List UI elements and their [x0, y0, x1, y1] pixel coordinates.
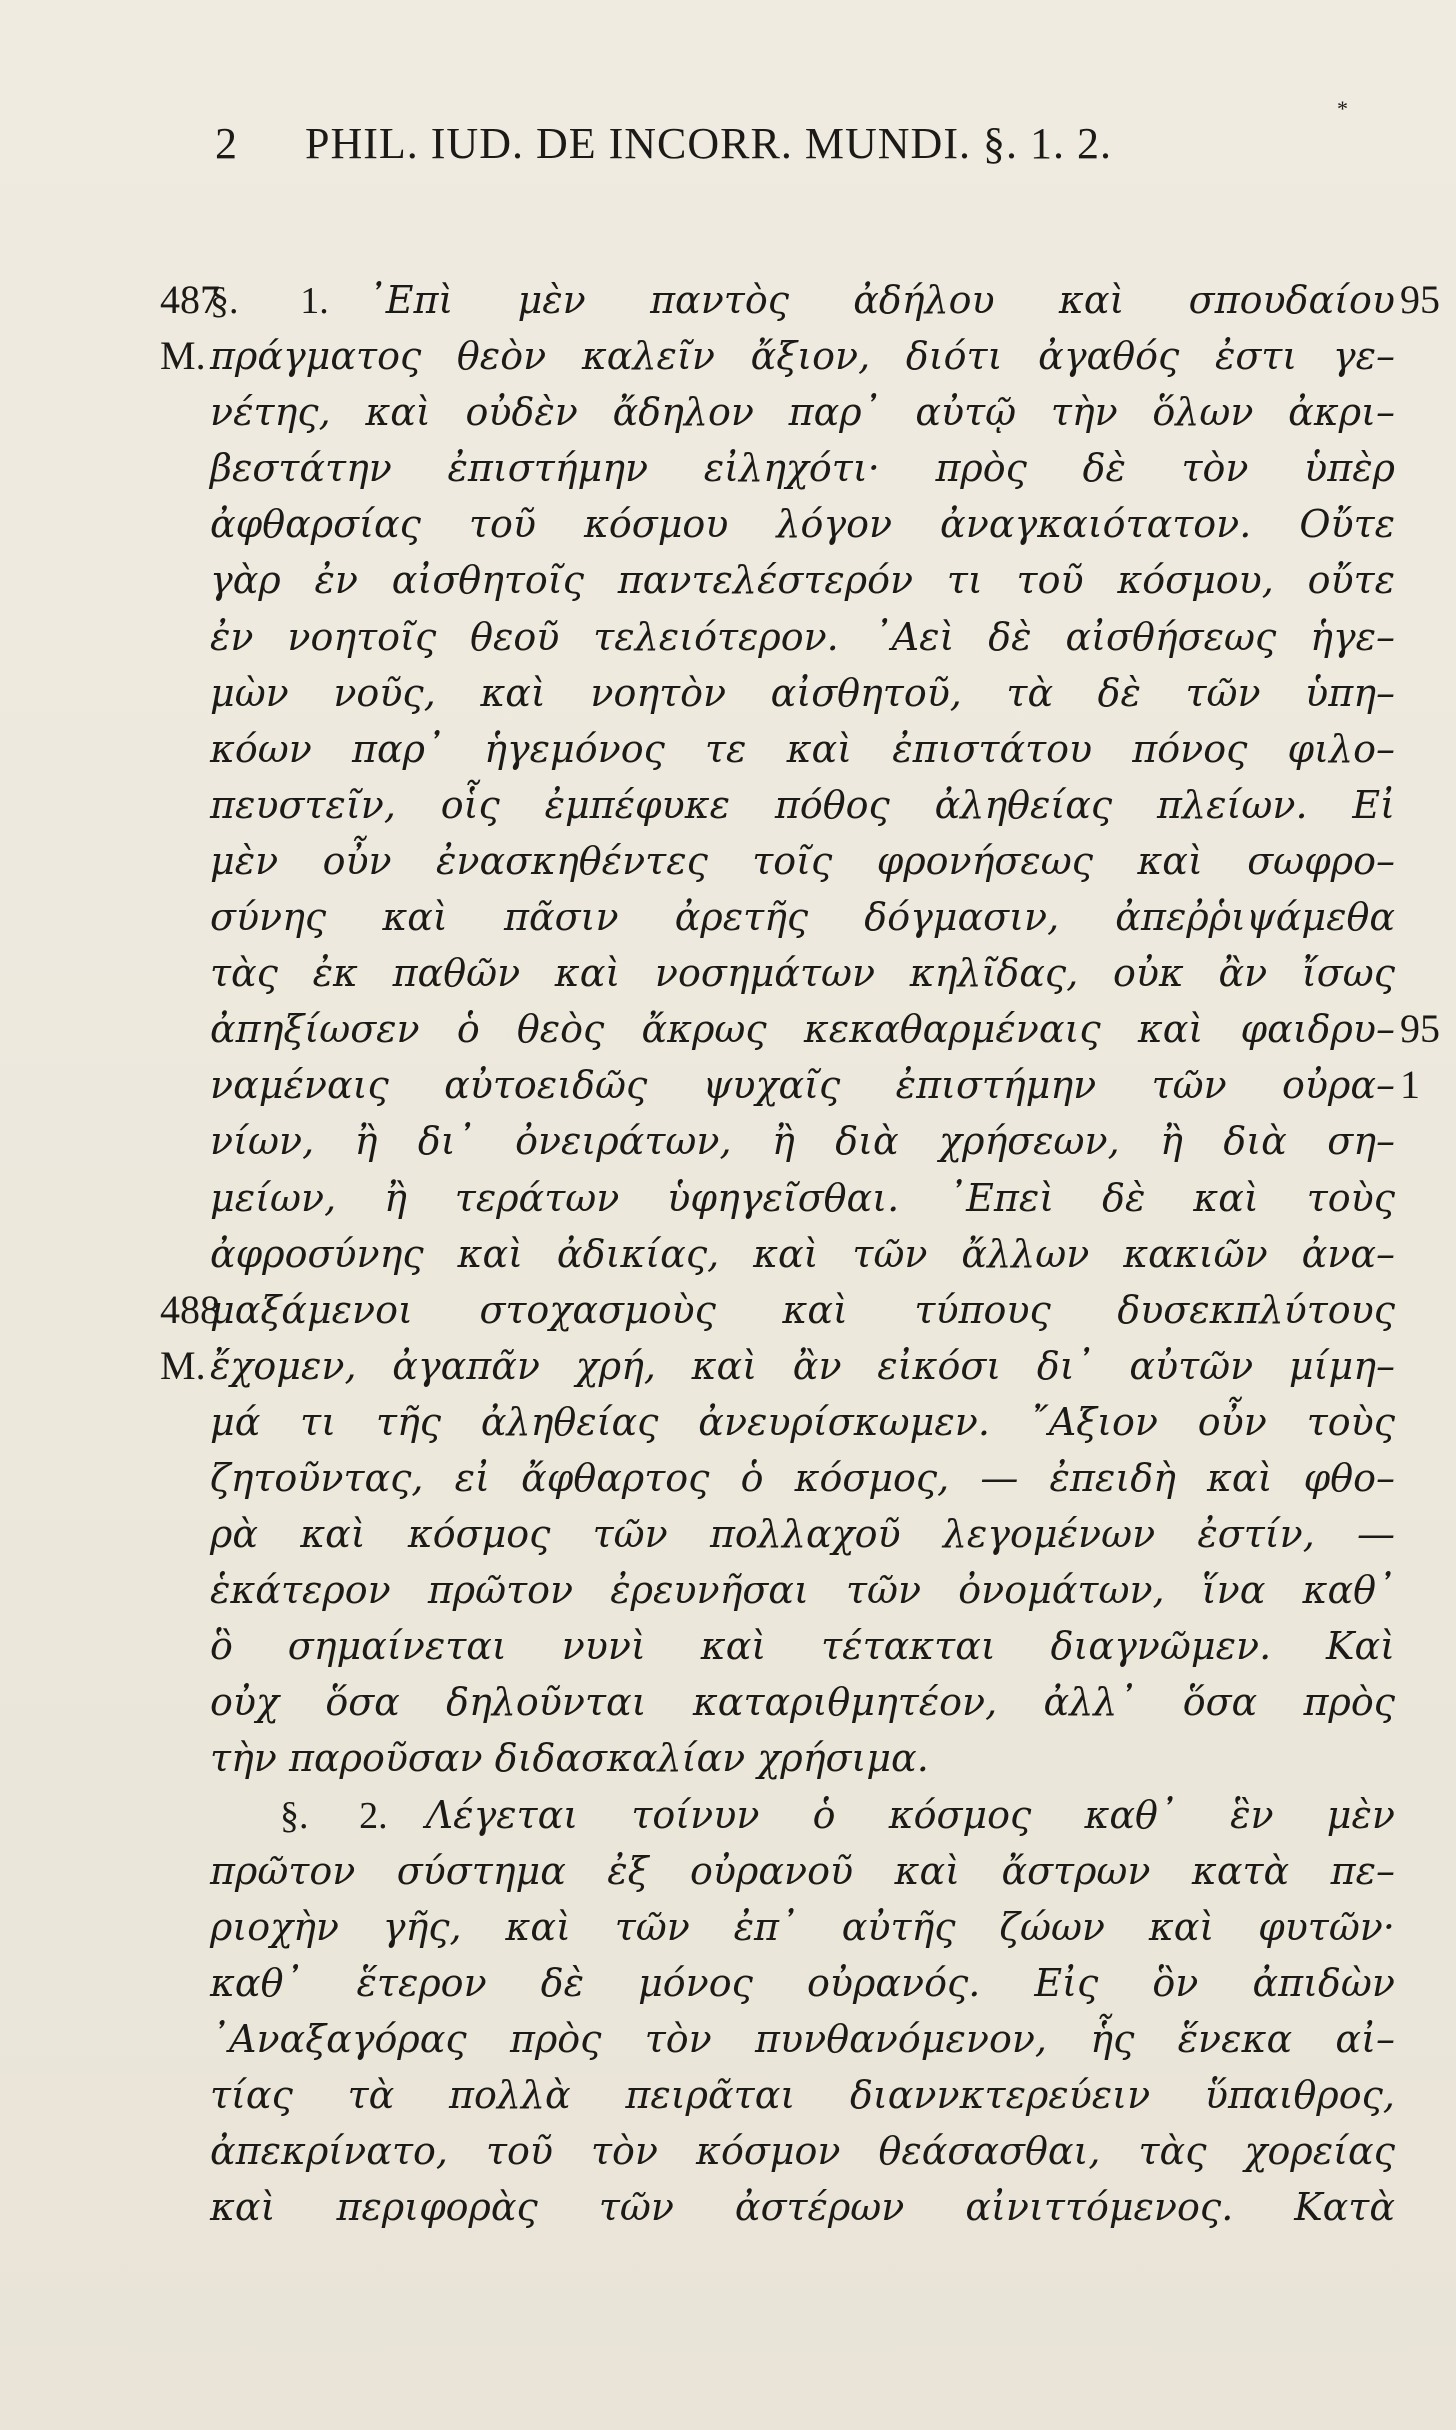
greek-text: καὶ περιφορὰς τῶν ἀστέρων αἰνιττόμενος. Κατὰ: [210, 2185, 1395, 2230]
greek-text: ἀφθαρσίας τοῦ κόσμου λόγον ἀναγκαιότατον. Οὔτε: [210, 502, 1395, 547]
greek-text: καθ᾿ ἕτερον δὲ μόνος οὐρανός. Εἰς ὃν ἀπιδὼν: [210, 1960, 1395, 2005]
greek-text: τὰς ἐκ παθῶν καὶ νοσημάτων κηλῖδας, οὐκ ἂν ἴσως: [210, 951, 1395, 996]
greek-text: ἔχομεν, ἀγαπᾶν χρή, καὶ ἂν εἰκόσι δι᾿ αὐτῶν μίμη–: [210, 1343, 1395, 1388]
margin-reference-left: 488: [160, 1286, 220, 1332]
line-text: [210, 777, 1395, 833]
line-text: [210, 833, 1395, 889]
text-line: [160, 1618, 1440, 1674]
line-text: [210, 1618, 1395, 1674]
text-line: [160, 1730, 1440, 1786]
margin-reference-right: 1: [1400, 1062, 1420, 1108]
page-number: 2: [215, 119, 238, 168]
text-line: [160, 272, 1440, 328]
section-number: §. 1.: [210, 280, 329, 322]
text-line: [160, 328, 1440, 384]
signature-mark: *: [1337, 96, 1349, 121]
greek-text: βεστάτην ἐπιστήμην εἰληχότι· πρὸς δὲ τὸν ὑπὲρ: [210, 446, 1395, 491]
text-line: [160, 1113, 1440, 1169]
line-text: [210, 1394, 1395, 1450]
greek-text: ἀφροσύνης καὶ ἀδικίας, καὶ τῶν ἄλλων κακιῶν ἀνα–: [210, 1231, 1395, 1276]
text-line: [160, 1450, 1440, 1506]
margin-reference-left: M.: [160, 1342, 206, 1388]
text-line: [160, 721, 1440, 777]
line-text: [210, 496, 1395, 552]
line-text: [210, 1506, 1395, 1562]
greek-text: μείων, ἢ τεράτων ὑφηγεῖσθαι. ᾿Επεὶ δὲ καὶ τοὺς: [210, 1175, 1395, 1220]
text-line: [160, 1899, 1440, 1955]
greek-text: πρῶτον σύστημα ἐξ οὐρανοῦ καὶ ἄστρων κατὰ πε–: [210, 1848, 1395, 1893]
greek-text: ναμέναις αὐτοειδῶς ψυχαῖς ἐπιστήμην τῶν οὐρα–: [210, 1063, 1395, 1108]
line-text: [210, 1843, 1395, 1899]
text-line: [160, 2179, 1440, 2235]
text-line: [160, 1282, 1440, 1338]
line-text: [210, 2123, 1395, 2179]
text-line: [160, 2123, 1440, 2179]
line-text: [210, 1001, 1395, 1057]
margin-reference-left: M.: [160, 333, 206, 379]
text-line: [160, 1338, 1440, 1394]
line-text: [210, 721, 1395, 777]
margin-reference-left: 487: [160, 277, 220, 322]
text-line: [160, 2011, 1440, 2067]
greek-text: ρὰ καὶ κόσμος τῶν πολλαχοῦ λεγομένων ἐστίν, —: [210, 1512, 1395, 1557]
greek-text: μὲν οὖν ἐνασκηθέντες τοῖς φρονήσεως καὶ σωφρο–: [210, 838, 1395, 883]
text-line: [160, 1562, 1440, 1618]
text-line: [160, 889, 1440, 945]
line-text: [210, 2179, 1395, 2235]
greek-text: οὐχ ὅσα δηλοῦνται καταριθμητέον, ἀλλ᾿ ὅσα πρὸς: [210, 1680, 1395, 1725]
line-text: [210, 1562, 1395, 1618]
greek-text: μαξάμενοι στοχασμοὺς καὶ τύπους δυσεκπλύτους: [210, 1287, 1395, 1332]
text-line: [160, 1787, 1440, 1843]
line-text: [210, 1955, 1395, 2011]
text-line: [160, 1170, 1440, 1226]
greek-text: ὃ σημαίνεται νυνὶ καὶ τέτακται διαγνῶμεν. Καὶ: [210, 1624, 1395, 1669]
margin-reference-right: 95: [1400, 1006, 1440, 1052]
text-line: [160, 552, 1440, 608]
greek-text: ᾿Αναξαγόρας πρὸς τὸν πυνθανόμενον, ἧς ἕνεκα αἰ–: [210, 2016, 1395, 2061]
text-line: [160, 496, 1440, 552]
line-text: [210, 1282, 1395, 1338]
greek-text: ἀπηξίωσεν ὁ θεὸς ἄκρως κεκαθαρμέναις καὶ φαιδρυ–: [210, 1007, 1395, 1052]
text-line: [160, 1506, 1440, 1562]
line-text: [280, 1787, 1395, 1844]
text-line: [160, 665, 1440, 721]
greek-text: κόων παρ᾿ ἡγεμόνος τε καὶ ἐπιστάτου πόνος φιλο–: [210, 726, 1395, 771]
line-text: [210, 1170, 1395, 1226]
greek-text: Λέγεται τοίνυν ὁ κόσμος καθ᾿ ἓν μὲν: [425, 1792, 1395, 1837]
greek-text: νέτης, καὶ οὐδὲν ἄδηλον παρ᾿ αὐτῷ τὴν ὅλων ἀκρι–: [210, 390, 1395, 435]
line-text: [210, 1057, 1395, 1113]
text-line: [160, 440, 1440, 496]
greek-text: ἐν νοητοῖς θεοῦ τελειότερον. ᾿Αεὶ δὲ αἰσθήσεως ἡγε–: [210, 614, 1395, 659]
greek-text: ἀπεκρίνατο, τοῦ τὸν κόσμον θεάσασθαι, τὰς χορείας: [210, 2129, 1395, 2174]
text-line: [160, 1955, 1440, 2011]
text-line: [160, 1226, 1440, 1282]
line-text: [210, 945, 1395, 1001]
line-text: [210, 609, 1395, 665]
greek-text-block: [160, 272, 1440, 2235]
running-header: [215, 96, 1349, 178]
greek-text: ζητοῦντας, εἰ ἄφθαρτος ὁ κόσμος, — ἐπειδὴ καὶ φθο–: [210, 1455, 1395, 1500]
text-line: [160, 1001, 1440, 1057]
line-text: [210, 1450, 1395, 1506]
line-text: [210, 552, 1395, 608]
text-line: [160, 945, 1440, 1001]
line-text: [210, 1226, 1395, 1282]
line-text: [210, 384, 1395, 440]
line-text: [210, 272, 1395, 329]
greek-text: μά τι τῆς ἀληθείας ἀνευρίσκωμεν. ῎Αξιον οὖν τοὺς: [210, 1399, 1395, 1444]
greek-text: ᾿Επὶ μὲν παντὸς ἀδήλου καὶ σπουδαίου: [366, 278, 1395, 322]
greek-text: γὰρ ἐν αἰσθητοῖς παντελέστερόν τι τοῦ κόσμου, οὔτε: [210, 558, 1395, 603]
line-text: [210, 328, 1395, 384]
greek-text: πράγματος θεὸν καλεῖν ἄξιον, διότι ἀγαθός ἐστι γε–: [210, 334, 1395, 379]
line-text: [210, 1674, 1395, 1730]
line-text: [210, 1113, 1395, 1169]
text-line: [160, 609, 1440, 665]
greek-text: τὴν παροῦσαν διδασκαλίαν χρήσιμα.: [210, 1736, 929, 1781]
greek-text: πευστεῖν, οἷς ἐμπέφυκε πόθος ἀληθείας πλείων. Εἰ: [210, 782, 1395, 827]
text-line: [160, 1674, 1440, 1730]
line-text: [210, 1338, 1395, 1394]
text-line: [160, 1394, 1440, 1450]
line-text: [210, 440, 1395, 496]
greek-text: μὼν νοῦς, καὶ νοητὸν αἰσθητοῦ, τὰ δὲ τῶν ὑπη–: [210, 670, 1395, 715]
greek-text: νίων, ἢ δι᾿ ὀνειράτων, ἢ διὰ χρήσεων, ἢ διὰ ση–: [210, 1119, 1395, 1164]
text-line: [160, 1057, 1440, 1113]
running-title: PHIL. IUD. DE INCORR. MUNDI. §. 1. 2.: [305, 119, 1112, 168]
text-line: [160, 777, 1440, 833]
line-text: [210, 889, 1395, 945]
greek-text: ἑκάτερον πρῶτον ἐρευνῆσαι τῶν ὀνομάτων, ἵνα καθ᾿: [210, 1568, 1395, 1613]
line-text: [210, 1899, 1395, 1955]
greek-text: ριοχὴν γῆς, καὶ τῶν ἐπ᾿ αὐτῆς ζώων καὶ φυτῶν·: [210, 1904, 1395, 1949]
text-line: [160, 1843, 1440, 1899]
text-line: [160, 833, 1440, 889]
text-line: [160, 384, 1440, 440]
line-text: [210, 2011, 1395, 2067]
line-text: [210, 665, 1395, 721]
section-number: §. 2.: [280, 1794, 388, 1837]
greek-text: τίας τὰ πολλὰ πειρᾶται διαννκτερεύειν ὕπαιθρος,: [210, 2073, 1395, 2117]
text-line: [160, 2067, 1440, 2123]
line-text: [210, 2067, 1395, 2123]
greek-text: σύνης καὶ πᾶσιν ἀρετῆς δόγμασιν, ἀπεῤῥιψάμεθα: [210, 895, 1395, 940]
line-text: [210, 1730, 1395, 1786]
margin-reference-right: 95: [1400, 277, 1440, 322]
